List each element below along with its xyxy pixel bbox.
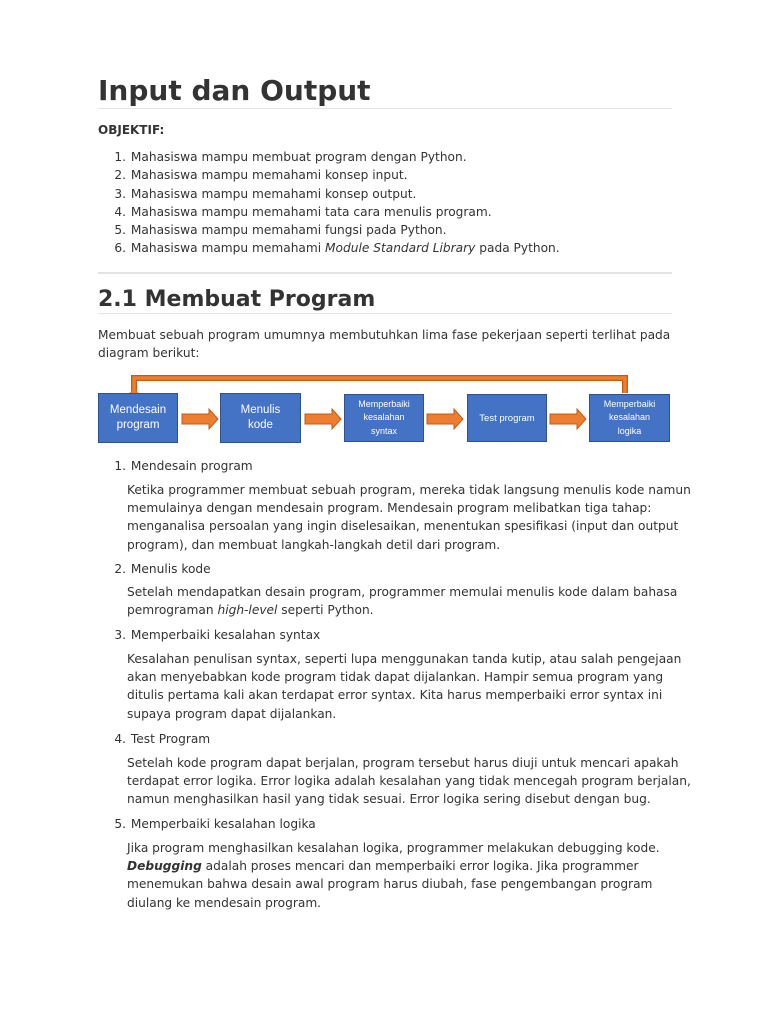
program-phases-diagram (98, 370, 672, 445)
arrow-right-icon (550, 409, 586, 429)
phase-box-test: Test program (467, 394, 547, 442)
intro-paragraph: Membuat sebuah program umumnya membutuhkan lima fase pekerjaan seperti terlihat pada diagram berikut: (98, 328, 671, 361)
step-body: Ketika programmer membuat sebuah program, mereka tidak langsung menulis kode namun memulainya dengan mendesain program. Mendesain program melibatkan tiga tahap: menganalisa persoalan yang ingin diselesaikan, menentukan spesifikasi (input dan output program), dan membuat langkah-langkah detil dari program. (127, 483, 691, 552)
section-title: 2.1 Membuat Program (98, 287, 376, 312)
objective-item: 6. Mahasiswa mampu memahami Module Standard Library pada Python. (114, 241, 560, 256)
phase-box-fix-logic: Memperbaiki kesalahan logika (589, 394, 670, 442)
step-title: 2. Menulis kode (114, 562, 211, 576)
page-title: Input dan Output (98, 74, 371, 107)
objective-item: 1. Mahasiswa mampu membuat program dengan Python. (114, 150, 467, 164)
phase-box-fix-syntax: Memperbaiki kesalahan syntax (344, 394, 424, 442)
section-divider (98, 272, 672, 274)
objective-item: 5. Mahasiswa mampu memahami fungsi pada Python. (114, 223, 447, 238)
step-body: Kesalahan penulisan syntax, seperti lupa menggunakan tanda kutip, atau salah pengejaan akan menyebabkan kode program tidak dapat dijalankan. Hampir semua program yang ditulis pertama kali akan terdapat error syntax. Kita harus memperbaiki error syntax ini supaya program dapat dijalankan. (127, 652, 682, 721)
objektif-label: OBJEKTIF: (98, 123, 165, 137)
step-body: Jika program menghasilkan kesalahan logika, programmer melakukan debugging kode. Debugging adalah proses mencari dan memperbaiki error logika. Jika programmer menemukan bahwa desain awal program harus diubah, fase pengembangan program diulang ke mendesain program. (127, 841, 660, 910)
objective-item: 4. Mahasiswa mampu memahami tata cara menulis program. (114, 204, 492, 219)
arrow-right-icon (182, 409, 218, 429)
phase-box-code: Menulis kode (220, 393, 301, 443)
arrow-right-icon (305, 409, 341, 429)
section-title-underline (98, 313, 672, 314)
objectives-list (98, 148, 672, 258)
title-underline (98, 108, 672, 109)
objective-item: 3. Mahasiswa mampu memahami konsep output. (114, 186, 417, 201)
objective-item: 2. Mahasiswa mampu memahami konsep input. (114, 168, 408, 183)
step-title: 3. Memperbaiki kesalahan syntax (114, 628, 321, 642)
step-title: 4. Test Program (114, 732, 211, 746)
arrow-right-icon (427, 409, 463, 429)
feedback-loop-arrow-outline (134, 378, 625, 394)
step-body: Setelah mendapatkan desain program, programmer memulai menulis kode dalam bahasa pemrograman high-level seperti Python. (127, 585, 678, 618)
step-title: 5. Memperbaiki kesalahan logika (114, 817, 316, 831)
step-title: 1. Mendesain program (114, 459, 253, 473)
phase-box-design: Mendesain program (98, 393, 178, 443)
step-body: Setelah kode program dapat berjalan, program tersebut harus diuji untuk mencari apakah terdapat error logika. Error logika adalah kesalahan yang tidak mencegah program berjalan, namun menghasilkan hasil yang tidak sesuai. Error logika sering disebut dengan bug. (127, 756, 691, 807)
